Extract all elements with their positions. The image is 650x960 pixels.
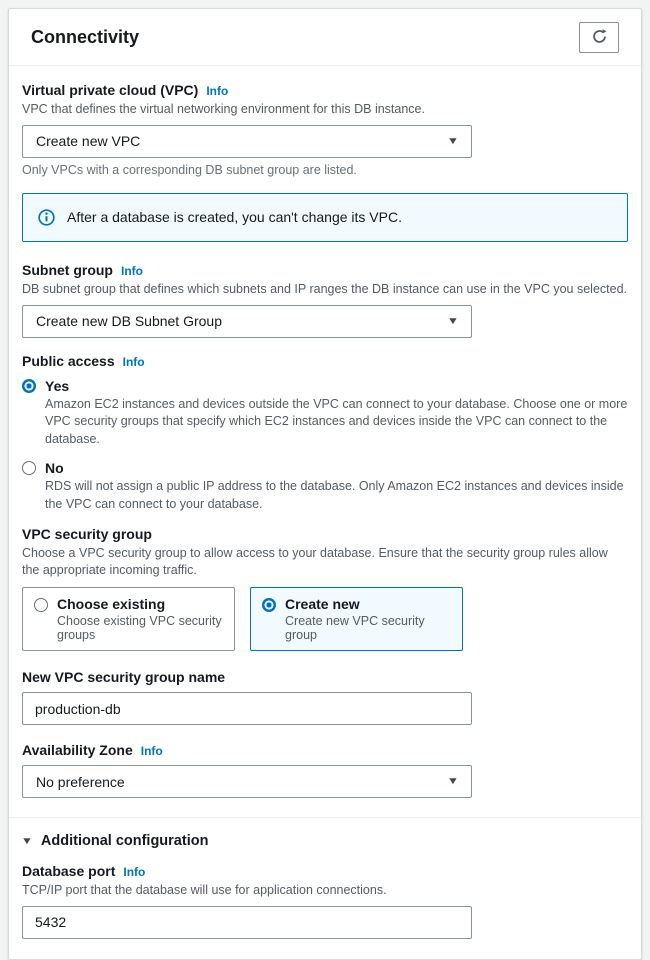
vpc-select[interactable] (22, 125, 472, 158)
database-port-description: TCP/IP port that the database will use for application connections. (22, 883, 387, 897)
alert-text: After a database is created, you can't change its VPC. (67, 209, 402, 226)
vpc-label: Virtual private cloud (VPC) (22, 82, 199, 98)
expander-caret-icon: ▼ (20, 835, 34, 847)
refresh-icon (591, 28, 608, 48)
radio-selected-icon[interactable] (262, 598, 276, 612)
vpc-field (22, 82, 628, 177)
additional-configuration-expander[interactable] (22, 818, 628, 863)
subnet-group-label: Subnet group (22, 261, 113, 278)
vpc-security-group-field (22, 526, 628, 651)
availability-zone-select-value: No preference (36, 773, 125, 790)
public-access-option-yes[interactable] (22, 378, 628, 449)
tile-create-new-label: Create new (285, 596, 360, 612)
public-access-info-link[interactable]: Info (122, 354, 145, 369)
database-port-field (22, 863, 628, 939)
tile-choose-existing-description: Choose existing VPC security groups (57, 614, 222, 642)
info-icon (38, 209, 55, 226)
public-access-no-description: RDS will not assign a public IP address to the database. Only Amazon EC2 instances and devices inside the VPC can connect to your database. (45, 479, 624, 511)
public-access-option-no[interactable] (22, 460, 628, 513)
connectivity-panel (8, 8, 642, 960)
vpc-change-alert (22, 193, 628, 242)
database-port-info-link[interactable]: Info (123, 865, 146, 879)
subnet-group-description: DB subnet group that defines which subnets and IP ranges the DB instance can use in the VPC you selected. (22, 281, 628, 296)
vpc-info-link[interactable]: Info (206, 84, 229, 98)
radio-unselected-icon[interactable] (34, 598, 48, 612)
subnet-group-select-value: Create new DB Subnet Group (36, 313, 222, 330)
additional-configuration-title: Additional configuration (40, 833, 209, 849)
new-sg-name-label: New VPC security group name (22, 669, 226, 685)
vpc-security-group-tiles (22, 587, 628, 651)
public-access-yes-description: Amazon EC2 instances and devices outside the VPC can connect to your database. Choose one or more VPC security groups that specify which EC2 instances and devices inside the VPC can connect to the database. (45, 396, 628, 446)
chevron-down-icon: ▼ (446, 135, 460, 147)
chevron-down-icon: ▼ (446, 776, 460, 787)
subnet-group-field (22, 262, 628, 338)
availability-zone-info-link[interactable]: Info (140, 744, 163, 758)
new-sg-name-field (22, 669, 628, 725)
vpc-constraint-text: Only VPCs with a corresponding DB subnet group are listed. (22, 162, 357, 177)
public-access-no-label: No (45, 460, 64, 477)
public-access-yes-label: Yes (45, 377, 70, 394)
subnet-group-info-link[interactable]: Info (121, 263, 143, 278)
tile-choose-existing[interactable] (22, 587, 235, 651)
panel-title: Connectivity (31, 27, 140, 47)
subnet-group-select[interactable] (22, 305, 472, 338)
availability-zone-field (22, 742, 628, 798)
tile-create-new[interactable] (250, 587, 463, 651)
radio-selected-icon[interactable] (22, 379, 36, 393)
tile-create-new-description: Create new VPC security group (285, 614, 425, 642)
vpc-security-group-description: Choose a VPC security group to allow access to your database. Ensure that the security group rules allow the appropriate incoming traffic. (22, 546, 608, 578)
chevron-down-icon: ▼ (446, 315, 460, 327)
refresh-button[interactable] (579, 22, 619, 53)
database-port-label: Database port (22, 863, 116, 879)
new-sg-name-input[interactable] (22, 692, 472, 725)
public-access-field (22, 353, 628, 514)
database-port-input[interactable] (22, 906, 472, 939)
radio-unselected-icon[interactable] (22, 461, 36, 475)
panel-body (9, 66, 641, 959)
availability-zone-select[interactable] (22, 765, 472, 798)
panel-header (9, 9, 641, 66)
vpc-select-value: Create new VPC (36, 133, 141, 150)
vpc-description: VPC that defines the virtual networking environment for this DB instance. (22, 102, 425, 116)
tile-choose-existing-label: Choose existing (57, 596, 166, 612)
availability-zone-label: Availability Zone (22, 742, 133, 758)
public-access-label: Public access (22, 352, 115, 369)
vpc-security-group-label: VPC security group (22, 526, 152, 543)
